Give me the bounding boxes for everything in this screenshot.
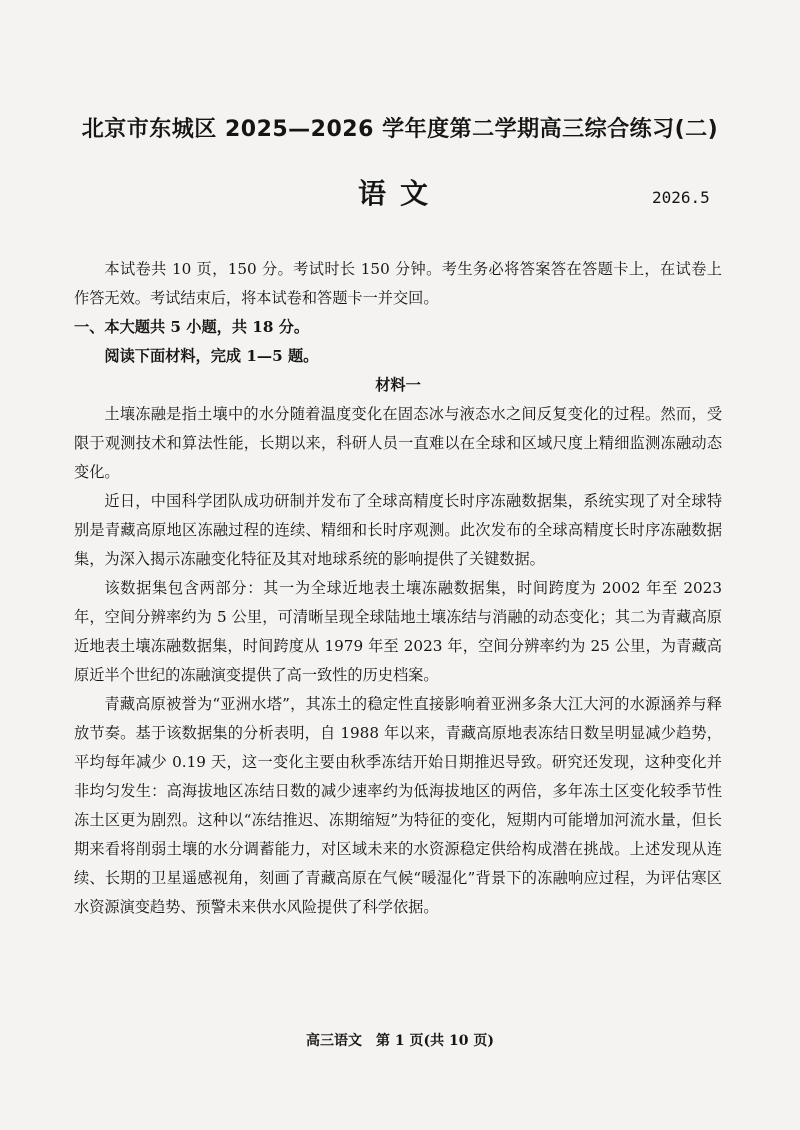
exam-date: 2026.5 <box>652 188 710 207</box>
material-paragraph-2: 近日，中国科学团队成功研制并发布了全球高精度长时序冻融数据集，系统实现了对全球特别是青藏高原地区冻融过程的连续、精细和长时序观测。此次发布的全球高精度长时序冻融数据集，为深入揭示冻融变化特征及其对地球系统的影响提供了关键数据。 <box>74 492 722 568</box>
page-footer: 高三语文 第 1 页(共 10 页) <box>306 1033 494 1049</box>
section-heading: 一、本大题共 5 小题，共 18 分。 <box>74 318 310 336</box>
material-paragraph-4: 青藏高原被誉为“亚洲水塔”，其冻土的稳定性直接影响着亚洲多条大江大河的水源涵养与释放节奏。基于该数据集的分析表明，自 1988 年以来，青藏高原地表冻结日数呈明显减少趋势，平均每年减少 0.19 天，这一变化主要由秋季冻结开始日期推迟导致。研究还发现，这种变化并非均匀发生：高海拔地区冻结日数的减少速率约为低海拔地区的两倍，多年冻土区变化较季节性冻土区更为剧烈。这种以“冻结推迟、冻期缩短”为特征的变化，短期内可能增加河流水量，但长期来看将削弱土壤的水分调蓄能力，对区域未来的水资源稳定供给构成潜在挑战。上述发现从连续、长期的卫星遥感视角，刻画了青藏高原在气候“暖湿化”背景下的冻融响应过程，为评估寒区水资源演变趋势、预警未来供水风险提供了科学依据。 <box>74 695 722 916</box>
instructions-text: 本试卷共 10 页，150 分。考试时长 150 分钟。考生务必将答案答在答题卡上，在试卷上作答无效。考试结束后，将本试卷和答题卡一并交回。 <box>74 260 722 307</box>
material-title: 材料一 <box>375 376 421 394</box>
material-paragraph-1: 土壤冻融是指土壤中的水分随着温度变化在固态冰与液态水之间反复变化的过程。然而，受限于观测技术和算法性能，长期以来，科研人员一直难以在全球和区域尺度上精细监测冻融动态变化。 <box>74 405 722 481</box>
exam-content <box>74 255 722 922</box>
exam-title: 北京市东城区 2025—2026 学年度第二学期高三综合练习(二) <box>81 117 719 142</box>
section-prompt: 阅读下面材料，完成 1—5 题。 <box>104 347 319 365</box>
subject-title: 语文 <box>357 177 442 210</box>
material-paragraph-3: 该数据集包含两部分：其一为全球近地表土壤冻融数据集，时间跨度为 2002 年至 2023 年，空间分辨率约为 5 公里，可清晰呈现全球陆地土壤冻结与消融的动态变化；其二为青藏高原近地表土壤冻融数据集，时间跨度从 1979 年至 2023 年，空间分辨率约为 25 公里，为青藏高原近半个世纪的冻融演变提供了高一致性的历史档案。 <box>74 579 722 684</box>
